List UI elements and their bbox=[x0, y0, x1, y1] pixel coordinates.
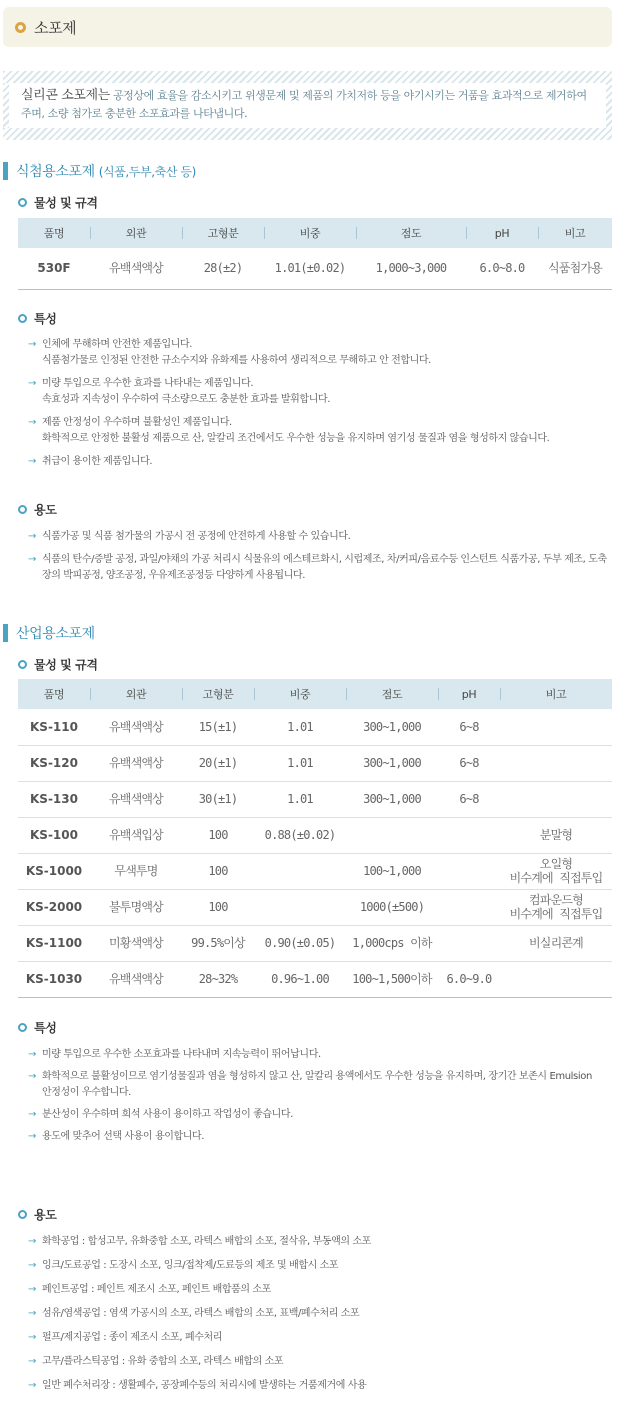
table-cell: 유백색입상 bbox=[90, 817, 182, 853]
column-header: 고형분 bbox=[182, 218, 264, 248]
table-cell: 28(±2) bbox=[182, 248, 264, 289]
table-cell: 무색투명 bbox=[90, 853, 182, 889]
column-header: 비고 bbox=[538, 218, 612, 248]
table-cell bbox=[254, 889, 346, 925]
table-cell: 1.01 bbox=[254, 745, 346, 781]
list-item-text: → 섬유/염색공업 : 염색 가공시의 소포, 라텍스 배합의 소포, 표백/폐수처리 소포 bbox=[42, 1308, 360, 1319]
list-item-text: 화학적으로 안정한 불활성 제품으로 산, 알칼리 조건에서도 우수한 성능을 유지하며 염기성 물질과 염을 형성하지 않습니다. bbox=[42, 433, 550, 444]
list-item bbox=[28, 1282, 608, 1298]
column-header: pH bbox=[466, 218, 538, 248]
page-header bbox=[3, 7, 612, 47]
subheading-label: 물성 및 규격 bbox=[34, 658, 98, 672]
product-name-cell: KS-2000 bbox=[18, 889, 90, 925]
industrial-features-list bbox=[28, 1047, 608, 1151]
table-cell: 분말형 bbox=[500, 817, 612, 853]
product-name-cell: KS-130 bbox=[18, 781, 90, 817]
intro-body: 공정상에 효율을 감소시키고 위생문제 및 제품의 가치저하 등을 야기시키는 거품을 효과적으로 제거하여 주며, 소량 첨가로 충분한 소포효과를 나타냅니다. bbox=[21, 89, 587, 120]
column-header: 품명 bbox=[18, 679, 90, 709]
subheading-label: 물성 및 규격 bbox=[34, 196, 98, 210]
list-item-text: → 일반 폐수처리장 : 생활폐수, 공장폐수등의 처리시에 발생하는 거품제거에 사용 bbox=[42, 1380, 367, 1391]
table-row bbox=[18, 853, 612, 889]
table-cell: 미황색액상 bbox=[90, 925, 182, 961]
list-item bbox=[28, 552, 608, 584]
circle-bullet-icon bbox=[18, 505, 27, 514]
table-cell: 유백색액상 bbox=[90, 781, 182, 817]
table-cell bbox=[438, 889, 500, 925]
industrial-features-heading bbox=[18, 1019, 56, 1036]
table-cell: 99.5%이상 bbox=[182, 925, 254, 961]
circle-bullet-icon bbox=[18, 1210, 27, 1219]
table-cell: 300~1,000 bbox=[346, 745, 438, 781]
subheading-label: 특성 bbox=[34, 1021, 57, 1035]
table-cell: 100~1,500이하 bbox=[346, 961, 438, 997]
industrial-spec-heading bbox=[18, 656, 98, 673]
table-row bbox=[18, 817, 612, 853]
table-cell: 1.01(±0.02) bbox=[264, 248, 356, 289]
list-item-text: → 잉크/도료공업 : 도장시 소포, 잉크/접착제/도료등의 제조 및 배합시 소포 bbox=[42, 1260, 339, 1271]
table-cell bbox=[500, 961, 612, 997]
table-cell: 6.0~8.0 bbox=[466, 248, 538, 289]
table-cell: 0.88(±0.02) bbox=[254, 817, 346, 853]
list-item bbox=[28, 1047, 608, 1063]
section-name: 산업용소포제 bbox=[16, 626, 95, 642]
list-item bbox=[28, 1354, 608, 1370]
list-item bbox=[28, 1258, 608, 1274]
column-header: 외관 bbox=[90, 679, 182, 709]
table-cell: 오일형 비수계에 직접투입 bbox=[500, 853, 612, 889]
table-cell bbox=[500, 781, 612, 817]
table-cell: 28~32% bbox=[182, 961, 254, 997]
table-cell: 유백색액상 bbox=[90, 248, 182, 289]
section-industrial-title bbox=[3, 623, 95, 643]
product-name-cell: KS-1000 bbox=[18, 853, 90, 889]
industrial-uses-heading bbox=[18, 1206, 56, 1223]
product-name-cell: 530F bbox=[18, 248, 90, 289]
table-row bbox=[18, 925, 612, 961]
list-item bbox=[28, 529, 608, 545]
table-cell: 1.01 bbox=[254, 709, 346, 745]
column-header: 외관 bbox=[90, 218, 182, 248]
product-name-cell: KS-120 bbox=[18, 745, 90, 781]
page-title: 소포제 bbox=[34, 18, 77, 37]
table-cell: 컴파운드형 비수계에 직접투입 bbox=[500, 889, 612, 925]
table-cell: 100 bbox=[182, 817, 254, 853]
subheading-label: 용도 bbox=[34, 503, 57, 517]
table-row bbox=[18, 709, 612, 745]
subheading-label: 특성 bbox=[34, 312, 57, 326]
food-spec-table bbox=[18, 218, 612, 290]
list-item-text: → 페인트공업 : 페인트 제조시 소포, 페인트 배합품의 소포 bbox=[42, 1284, 271, 1295]
column-header: 품명 bbox=[18, 218, 90, 248]
list-item bbox=[28, 337, 608, 369]
list-item bbox=[28, 1129, 608, 1145]
table-cell: 1000(±500) bbox=[346, 889, 438, 925]
column-header: 고형분 bbox=[182, 679, 254, 709]
table-cell: 100 bbox=[182, 889, 254, 925]
table-cell: 0.96~1.00 bbox=[254, 961, 346, 997]
table-cell: 300~1,000 bbox=[346, 781, 438, 817]
circle-bullet-icon bbox=[15, 22, 26, 33]
table-cell bbox=[438, 853, 500, 889]
intro-lead: 실리콘 소포제는 bbox=[21, 88, 110, 103]
section-name: 식첨용소포제 bbox=[16, 164, 95, 180]
table-row bbox=[18, 248, 612, 289]
table-cell: 15(±1) bbox=[182, 709, 254, 745]
table-cell: 100 bbox=[182, 853, 254, 889]
table-cell: 유백색액상 bbox=[90, 745, 182, 781]
list-item-text: → 용도에 맞추어 선택 사용이 용이합니다. bbox=[42, 1131, 205, 1142]
list-item-text: → 식품의 탄수/증발 공정, 과일/야채의 가공 처리시 식물유의 에스테르화시, 시럽제조, 차/커피/음료수등 인스턴트 식품가공, 두부 제조, 도축 bbox=[42, 554, 607, 565]
list-item-text: → 제품 안정성이 우수하며 불활성인 제품입니다. bbox=[42, 417, 232, 428]
table-cell: 6.0~9.0 bbox=[438, 961, 500, 997]
list-item-text: → 분산성이 우수하며 희석 사용이 용이하고 작업성이 좋습니다. bbox=[42, 1109, 293, 1120]
section-subtitle: (식품,두부,축산 등) bbox=[98, 164, 196, 179]
list-item bbox=[28, 1234, 608, 1250]
list-item-text: 장의 박피공정, 양조공정, 우유제조공정등 다양하게 사용됩니다. bbox=[42, 570, 305, 581]
section-bar bbox=[3, 162, 8, 180]
column-header: pH bbox=[438, 679, 500, 709]
table-cell: 1.01 bbox=[254, 781, 346, 817]
list-item-text: 안정성이 우수합니다. bbox=[42, 1087, 131, 1098]
table-cell bbox=[438, 817, 500, 853]
column-header: 점도 bbox=[346, 679, 438, 709]
list-item-text: → 화학적으로 불활성이므로 염기성물질과 염을 형성하지 않고 산, 알칼리 용액에서도 우수한 성능을 유지하며, 장기간 보존시 Emulsion bbox=[42, 1071, 592, 1082]
column-header: 점도 bbox=[356, 218, 466, 248]
circle-bullet-icon bbox=[18, 198, 27, 207]
table-header-row bbox=[18, 679, 612, 709]
subheading-label: 용도 bbox=[34, 1208, 57, 1222]
table-cell: 1,000~3,000 bbox=[356, 248, 466, 289]
list-item bbox=[28, 376, 608, 408]
list-item-text: 식품첨가물로 인정된 안전한 규소수지와 유화제를 사용하여 생리적으로 무해하고 안 전합니다. bbox=[42, 355, 431, 366]
list-item-text: → 펄프/제지공업 : 종이 제조시 소포, 폐수처리 bbox=[42, 1332, 223, 1343]
table-cell: 0.90(±0.05) bbox=[254, 925, 346, 961]
food-features-list bbox=[28, 337, 608, 477]
intro-border-top bbox=[3, 71, 612, 83]
table-row bbox=[18, 961, 612, 997]
table-cell: 유백색액상 bbox=[90, 961, 182, 997]
table-row bbox=[18, 889, 612, 925]
intro-text bbox=[21, 87, 598, 123]
product-name-cell: KS-110 bbox=[18, 709, 90, 745]
table-cell: 100~1,000 bbox=[346, 853, 438, 889]
list-item bbox=[28, 415, 608, 447]
table-cell bbox=[346, 817, 438, 853]
table-cell bbox=[438, 925, 500, 961]
list-item-text: → 인체에 무해하며 안전한 제품입니다. bbox=[42, 339, 193, 350]
product-name-cell: KS-1030 bbox=[18, 961, 90, 997]
table-cell: 유백색액상 bbox=[90, 709, 182, 745]
section-food-title bbox=[3, 161, 196, 181]
list-item-text: → 화학공업 : 합성고무, 유화중합 소포, 라텍스 배합의 소포, 절삭유, 부동액의 소포 bbox=[42, 1236, 371, 1247]
circle-bullet-icon bbox=[18, 314, 27, 323]
food-spec-heading bbox=[18, 194, 98, 211]
list-item-text: → 미량 투입으로 우수한 소포효과를 나타내며 지속능력이 뛰어납니다. bbox=[42, 1049, 321, 1060]
intro-border-right bbox=[606, 83, 612, 128]
table-cell: 6~8 bbox=[438, 745, 500, 781]
circle-bullet-icon bbox=[18, 1023, 27, 1032]
intro-box bbox=[3, 71, 612, 140]
list-item bbox=[28, 1330, 608, 1346]
list-item-text: → 미량 투입으로 우수한 효과를 나타내는 제품입니다. bbox=[42, 378, 254, 389]
table-cell bbox=[500, 709, 612, 745]
table-row bbox=[18, 781, 612, 817]
table-cell: 30(±1) bbox=[182, 781, 254, 817]
table-cell: 비실리콘계 bbox=[500, 925, 612, 961]
list-item bbox=[28, 1306, 608, 1322]
section-bar bbox=[3, 624, 8, 642]
intro-border-left bbox=[3, 83, 9, 128]
food-uses-list bbox=[28, 529, 608, 591]
table-cell: 1,000cps 이하 bbox=[346, 925, 438, 961]
table-cell: 20(±1) bbox=[182, 745, 254, 781]
list-item-text: 속효성과 지속성이 우수하여 극소량으로도 충분한 효과를 발휘합니다. bbox=[42, 394, 330, 405]
product-name-cell: KS-100 bbox=[18, 817, 90, 853]
table-cell bbox=[254, 853, 346, 889]
column-header: 비중 bbox=[264, 218, 356, 248]
table-cell: 300~1,000 bbox=[346, 709, 438, 745]
list-item bbox=[28, 1069, 608, 1101]
table-cell: 식품첨가용 bbox=[538, 248, 612, 289]
list-item-text: → 식품가공 및 식품 첨가물의 가공시 전 공정에 안전하게 사용할 수 있습니다. bbox=[42, 531, 351, 542]
list-item-text: → 고무/플라스틱공업 : 유화 중합의 소포, 라텍스 배합의 소포 bbox=[42, 1356, 284, 1367]
product-name-cell: KS-1100 bbox=[18, 925, 90, 961]
column-header: 비고 bbox=[500, 679, 612, 709]
industrial-spec-table bbox=[18, 679, 612, 998]
intro-border-bottom bbox=[3, 128, 612, 140]
column-header: 비중 bbox=[254, 679, 346, 709]
table-cell: 6~8 bbox=[438, 781, 500, 817]
list-item bbox=[28, 1107, 608, 1123]
list-item bbox=[28, 454, 608, 470]
circle-bullet-icon bbox=[18, 660, 27, 669]
table-header-row bbox=[18, 218, 612, 248]
food-uses-heading bbox=[18, 501, 56, 518]
list-item-text: → 취급이 용이한 제품입니다. bbox=[42, 456, 153, 467]
list-item bbox=[28, 1378, 608, 1394]
table-row bbox=[18, 745, 612, 781]
table-cell bbox=[500, 745, 612, 781]
table-cell: 6~8 bbox=[438, 709, 500, 745]
table-cell: 불투명액상 bbox=[90, 889, 182, 925]
industrial-uses-list bbox=[28, 1234, 608, 1402]
food-features-heading bbox=[18, 310, 56, 327]
